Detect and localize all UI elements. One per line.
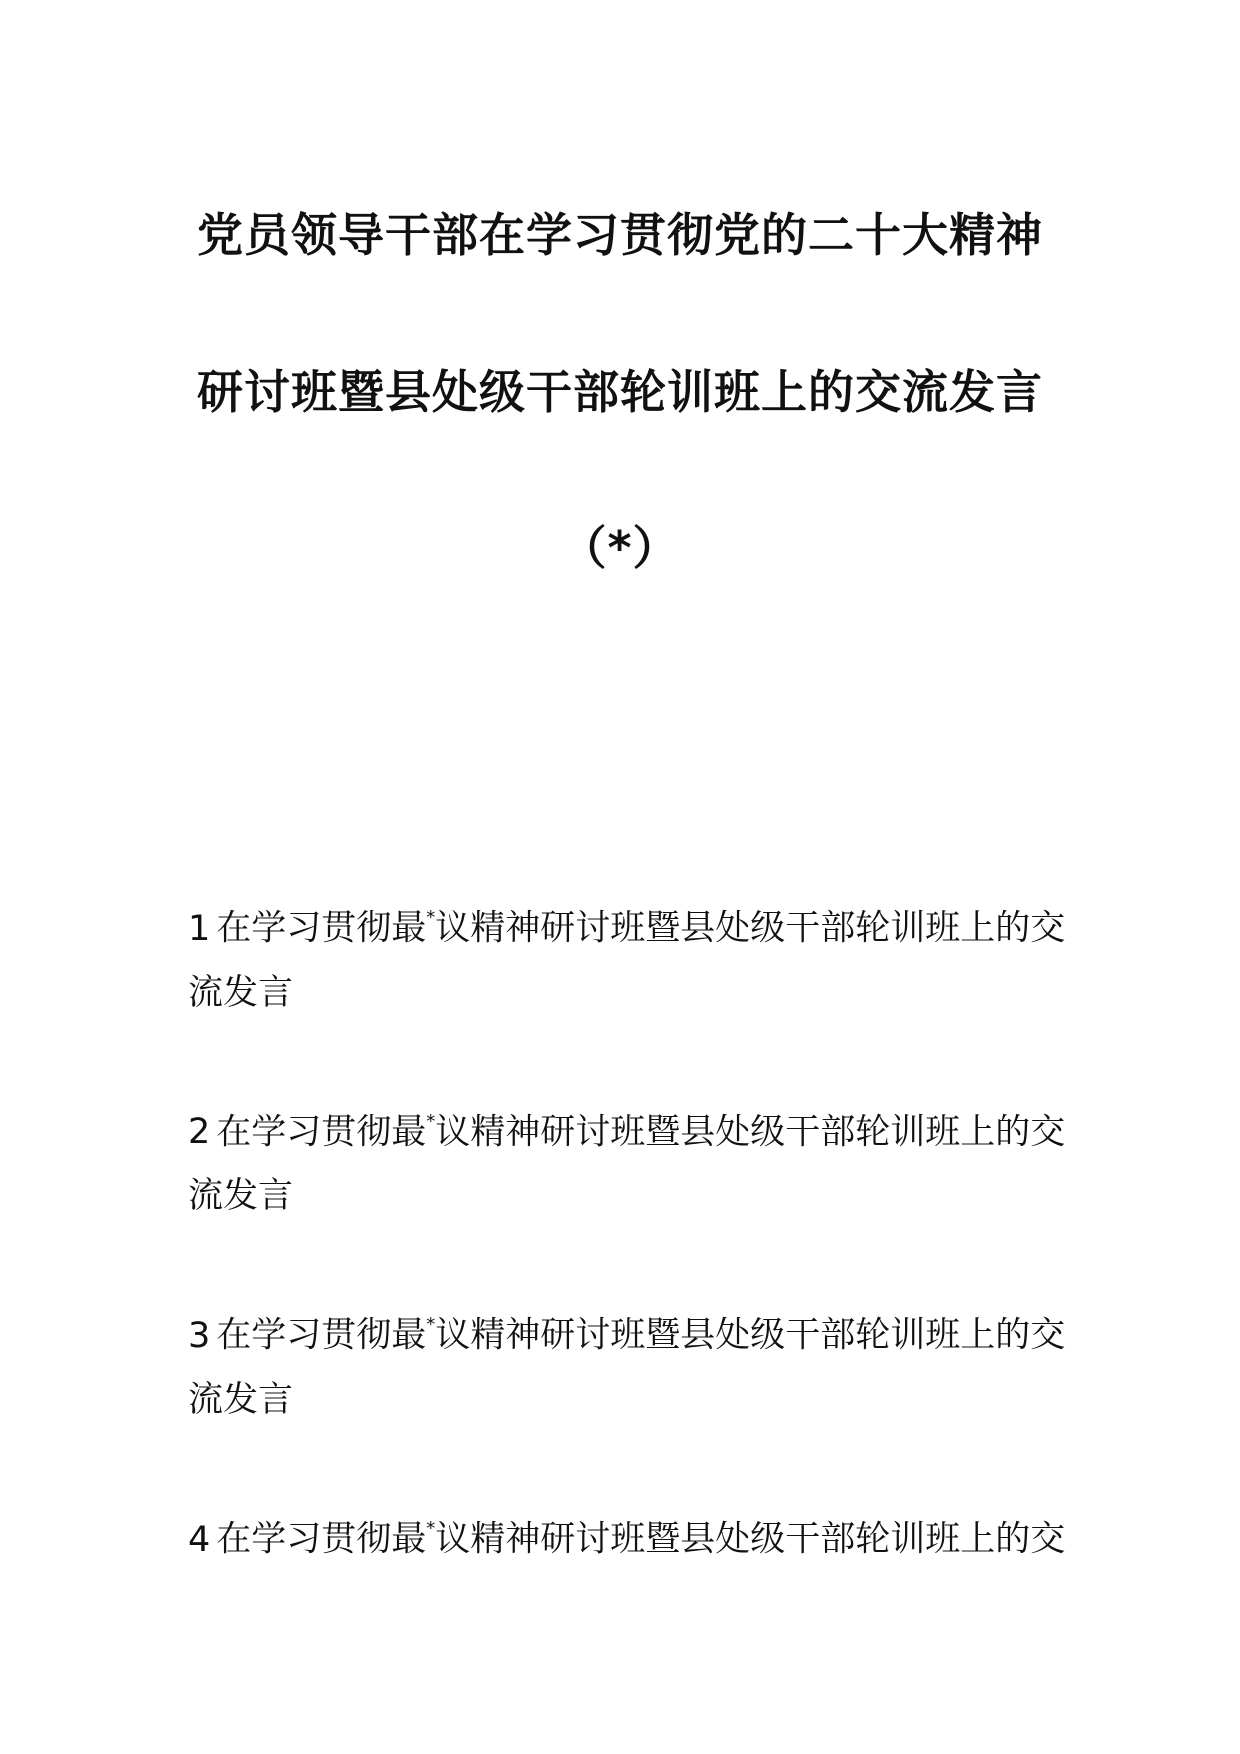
toc-item-mark: * [426,1517,436,1539]
toc-item-mark: * [426,1314,436,1336]
toc-item-text-b: 议精神研讨班暨县处级干部轮训班上的交流发言 [188,1112,1066,1217]
document-title-line-2: 研讨班暨县处级干部轮训班上的交流发言 [197,365,1043,419]
toc-item-3 [188,1297,1068,1432]
toc-item-number: 3 [188,1315,211,1356]
toc-item-number: 2 [188,1112,211,1153]
toc-item-4 [188,1501,1068,1572]
toc-item-text-a: 在学习贯彻最 [216,1315,427,1356]
toc-item-number: 4 [188,1519,211,1560]
toc-item-number: 1 [188,908,211,949]
toc-item-mark: * [426,1110,436,1132]
document-title-line-3: （*） [560,521,680,575]
toc-item-text-a: 在学习贯彻最 [216,1112,427,1153]
toc-item-mark: * [426,907,436,928]
table-of-contents [188,890,1068,1641]
toc-item-1 [188,890,1068,1025]
toc-item-text-a: 在学习贯彻最 [216,1519,427,1560]
toc-item-text-a: 在学习贯彻最 [216,908,427,949]
document-title-line-1: 党员领导干部在学习贯彻党的二十大精神 [197,208,1043,262]
toc-item-2 [188,1094,1068,1229]
toc-item-text-b: 议精神研讨班暨县处级干部轮训班上的交流发言 [188,908,1066,1013]
toc-item-text-b: 议精神研讨班暨县处级干部轮训班上的交流发言 [188,1315,1066,1420]
toc-item-text-b: 议精神研讨班暨县处级干部轮训班上的交 [435,1519,1066,1560]
